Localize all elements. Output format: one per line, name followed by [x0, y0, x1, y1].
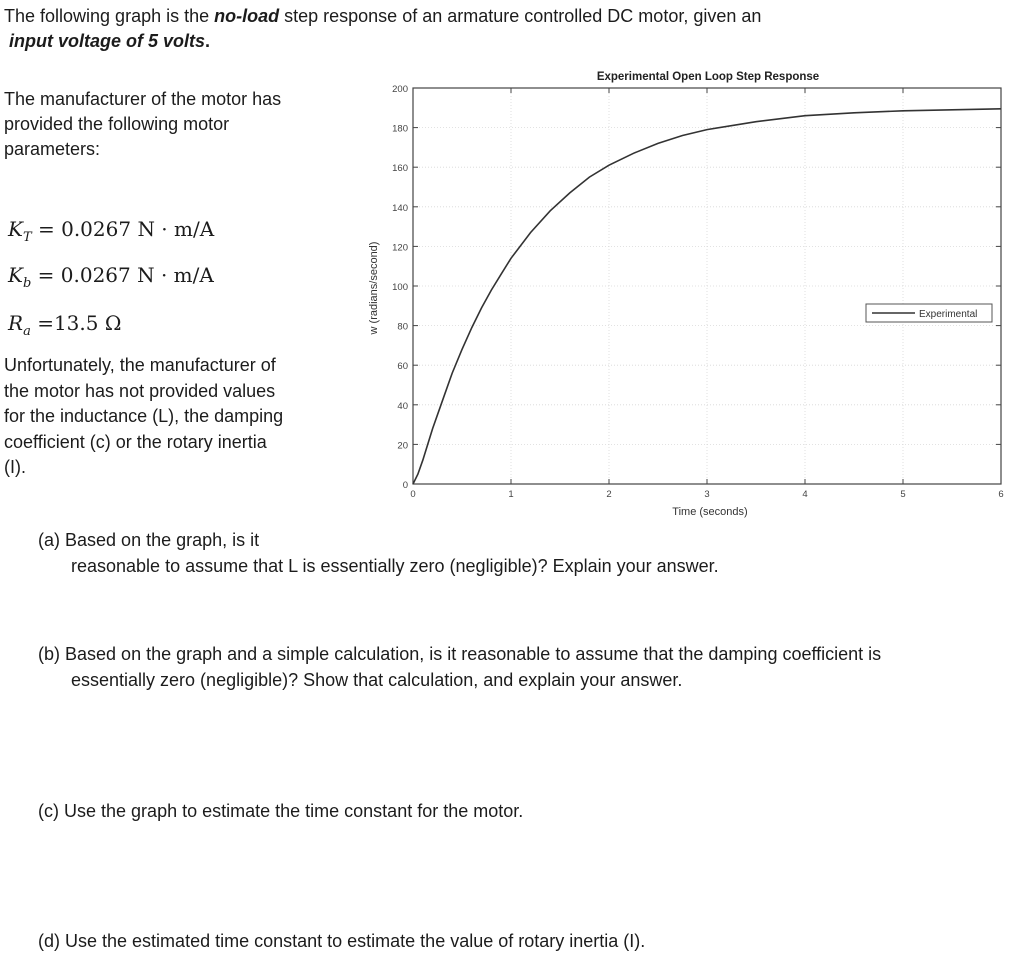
legend [866, 304, 992, 322]
param-kb: $K_b = 0.0267$ N · m/A [8, 263, 214, 291]
x-tick-label: 6 [998, 489, 1004, 500]
question-c-label: (c) [38, 801, 59, 821]
param-ra: $R_a =13.5$ Ω [8, 311, 122, 339]
question-b [38, 641, 1023, 693]
unfortunate-line: the motor has not provided values [4, 380, 276, 401]
y-tick-label: 180 [392, 123, 408, 135]
question-b-line-2: essentially zero (negligible)? Show that calculation, and explain your answer. [71, 670, 683, 690]
chart-title: Experimental Open Loop Step Response [596, 71, 820, 83]
param-kt: $K_T = 0.0267$ N · m/A [8, 217, 215, 245]
y-tick-label: 0 [402, 480, 408, 491]
manufacturer-line: The manufacturer of the motor has [4, 89, 282, 109]
manufacturer-line: parameters: [4, 139, 101, 159]
question-c-line-1: Use the graph to estimate the time constant for the motor. [64, 801, 524, 821]
y-tick-label: 200 [392, 84, 408, 95]
question-a-label: (a) [38, 530, 60, 550]
x-axis-label: Time (seconds) [672, 506, 748, 518]
intro-middle: step response of an armature controlled DC motor, given an [279, 6, 762, 26]
y-tick-label: 100 [392, 282, 408, 293]
manufacturer-line: provided the following motor [4, 114, 230, 134]
question-c [38, 798, 998, 824]
x-tick-label: 5 [900, 489, 906, 500]
y-tick-label: 140 [392, 202, 408, 214]
intro-prefix: The following graph is the [4, 6, 215, 26]
y-tick-label: 40 [397, 400, 408, 412]
x-tick-label: 1 [508, 489, 514, 500]
chart-grid [413, 88, 1001, 484]
intro-no-load: no-load [214, 6, 280, 26]
question-b-line-1: Based on the graph and a simple calculation, is it reasonable to assume that the damping coefficient is [65, 644, 882, 664]
x-tick-label: 4 [802, 489, 808, 500]
y-tick-label: 20 [397, 440, 408, 452]
question-d-line-1: Use the estimated time constant to estimate the value of rotary inertia (I). [65, 931, 646, 951]
y-tick-label: 60 [397, 361, 408, 373]
question-d [38, 928, 998, 954]
unfortunate-line: (I). [4, 457, 26, 477]
question-a [38, 527, 998, 579]
legend-label-experimental: Experimental [919, 309, 978, 320]
intro-suffix: . [205, 31, 211, 51]
unfortunate-line: Unfortunately, the manufacturer of [4, 355, 276, 375]
y-tick-label: 120 [392, 242, 408, 254]
chart-ticks [392, 84, 1004, 500]
unfortunate-line: coefficient (c) or the rotary inertia [4, 431, 267, 452]
unfortunate-line: for the inductance (L), the damping [4, 406, 284, 426]
question-a-line-1: Based on the graph, is it [65, 530, 260, 550]
y-axis-label: w (radians/second) [368, 241, 380, 335]
x-tick-label: 3 [704, 489, 710, 500]
x-tick-label: 0 [410, 489, 416, 500]
y-tick-label: 80 [397, 321, 408, 333]
question-a-line-2: reasonable to assume that L is essentially zero (negligible)? Explain your answer. [71, 556, 719, 576]
question-b-label: (b) [38, 644, 60, 664]
question-d-label: (d) [38, 931, 60, 951]
x-tick-label: 2 [606, 489, 612, 500]
intro-voltage: input voltage of 5 volts [9, 31, 206, 51]
y-tick-label: 160 [392, 163, 408, 175]
